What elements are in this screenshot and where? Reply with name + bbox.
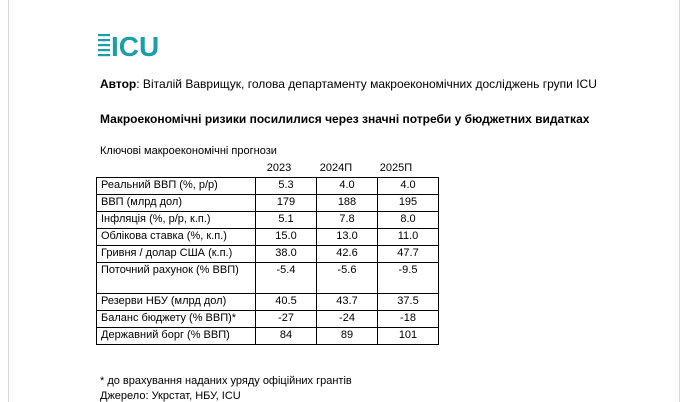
table-row: [97, 246, 439, 263]
cell-value: 4.0: [317, 178, 378, 195]
cell-value: -5.6: [317, 263, 378, 294]
column-header-2025: 2025П: [379, 162, 413, 174]
cell-value: 84: [256, 328, 317, 345]
cell-value: 11.0: [378, 229, 439, 246]
row-label: Державний борг (% ВВП): [97, 328, 256, 345]
logo-stripe: [98, 39, 110, 41]
table-row: [97, 311, 439, 328]
cell-value: 89: [317, 328, 378, 345]
table-row: [97, 263, 439, 294]
cell-value: -9.5: [378, 263, 439, 294]
row-label: ВВП (млрд дол): [97, 195, 256, 212]
cell-value: 38.0: [256, 246, 317, 263]
author-label: Автор: [100, 77, 137, 91]
row-label: Баланс бюджету (% ВВП)*: [97, 311, 256, 328]
column-header-2023: 2023: [266, 162, 292, 174]
cell-value: 179: [256, 195, 317, 212]
cell-value: -27: [256, 311, 317, 328]
row-label: Інфляція (%, р/р, к.п.): [97, 212, 256, 229]
table-row: [97, 328, 439, 345]
table-row: [97, 195, 439, 212]
table-row: [97, 229, 439, 246]
logo-stripe: [98, 44, 110, 46]
cell-value: 37.5: [378, 294, 439, 311]
row-label: Облікова ставка (%, к.п.): [97, 229, 256, 246]
row-label: Поточний рахунок (% ВВП): [97, 263, 256, 294]
cell-value: 8.0: [378, 212, 439, 229]
footnote: * до врахування наданих уряду офіційних грантів: [100, 375, 352, 387]
column-header-2024: 2024П: [319, 162, 353, 174]
cell-value: 188: [317, 195, 378, 212]
author-text: : Віталій Ваврищук, голова департаменту макроекономічних досліджень групи ICU: [136, 77, 597, 91]
logo-stripe: [98, 54, 110, 56]
table-row: [97, 178, 439, 195]
cell-value: 15.0: [256, 229, 317, 246]
cell-value: 13.0: [317, 229, 378, 246]
cell-value: -5.4: [256, 263, 317, 294]
logo-stripe: [98, 34, 110, 36]
table-row: [97, 294, 439, 311]
cell-value: 101: [378, 328, 439, 345]
cell-value: 40.5: [256, 294, 317, 311]
table-row: [97, 212, 439, 229]
cell-value: 5.3: [256, 178, 317, 195]
row-label: Реальний ВВП (%, р/р): [97, 178, 256, 195]
cell-value: 5.1: [256, 212, 317, 229]
row-label: Резерви НБУ (млрд дол): [97, 294, 256, 311]
source-note: Джерело: Укрстат, НБУ, ICU: [100, 390, 241, 402]
author-line: [100, 77, 597, 91]
cell-value: 43.7: [317, 294, 378, 311]
forecast-table: [96, 177, 439, 345]
cell-value: 47.7: [378, 246, 439, 263]
cell-value: 4.0: [378, 178, 439, 195]
cell-value: 195: [378, 195, 439, 212]
logo-wordmark: ICU: [111, 31, 160, 60]
table-caption: Ключові макроекономічні прогнози: [100, 145, 277, 157]
row-label: Гривня / долар США (к.п.): [97, 246, 256, 263]
icu-logo: [98, 30, 164, 60]
cell-value: -18: [378, 311, 439, 328]
logo-stripe: [98, 49, 110, 51]
page-edge-right: [679, 0, 680, 402]
cell-value: 7.8: [317, 212, 378, 229]
page-edge-left: [8, 0, 9, 402]
article-headline: Макроекономічні ризики посилилися через значні потреби у бюджетних видатках: [100, 112, 590, 126]
cell-value: 42.6: [317, 246, 378, 263]
cell-value: -24: [317, 311, 378, 328]
